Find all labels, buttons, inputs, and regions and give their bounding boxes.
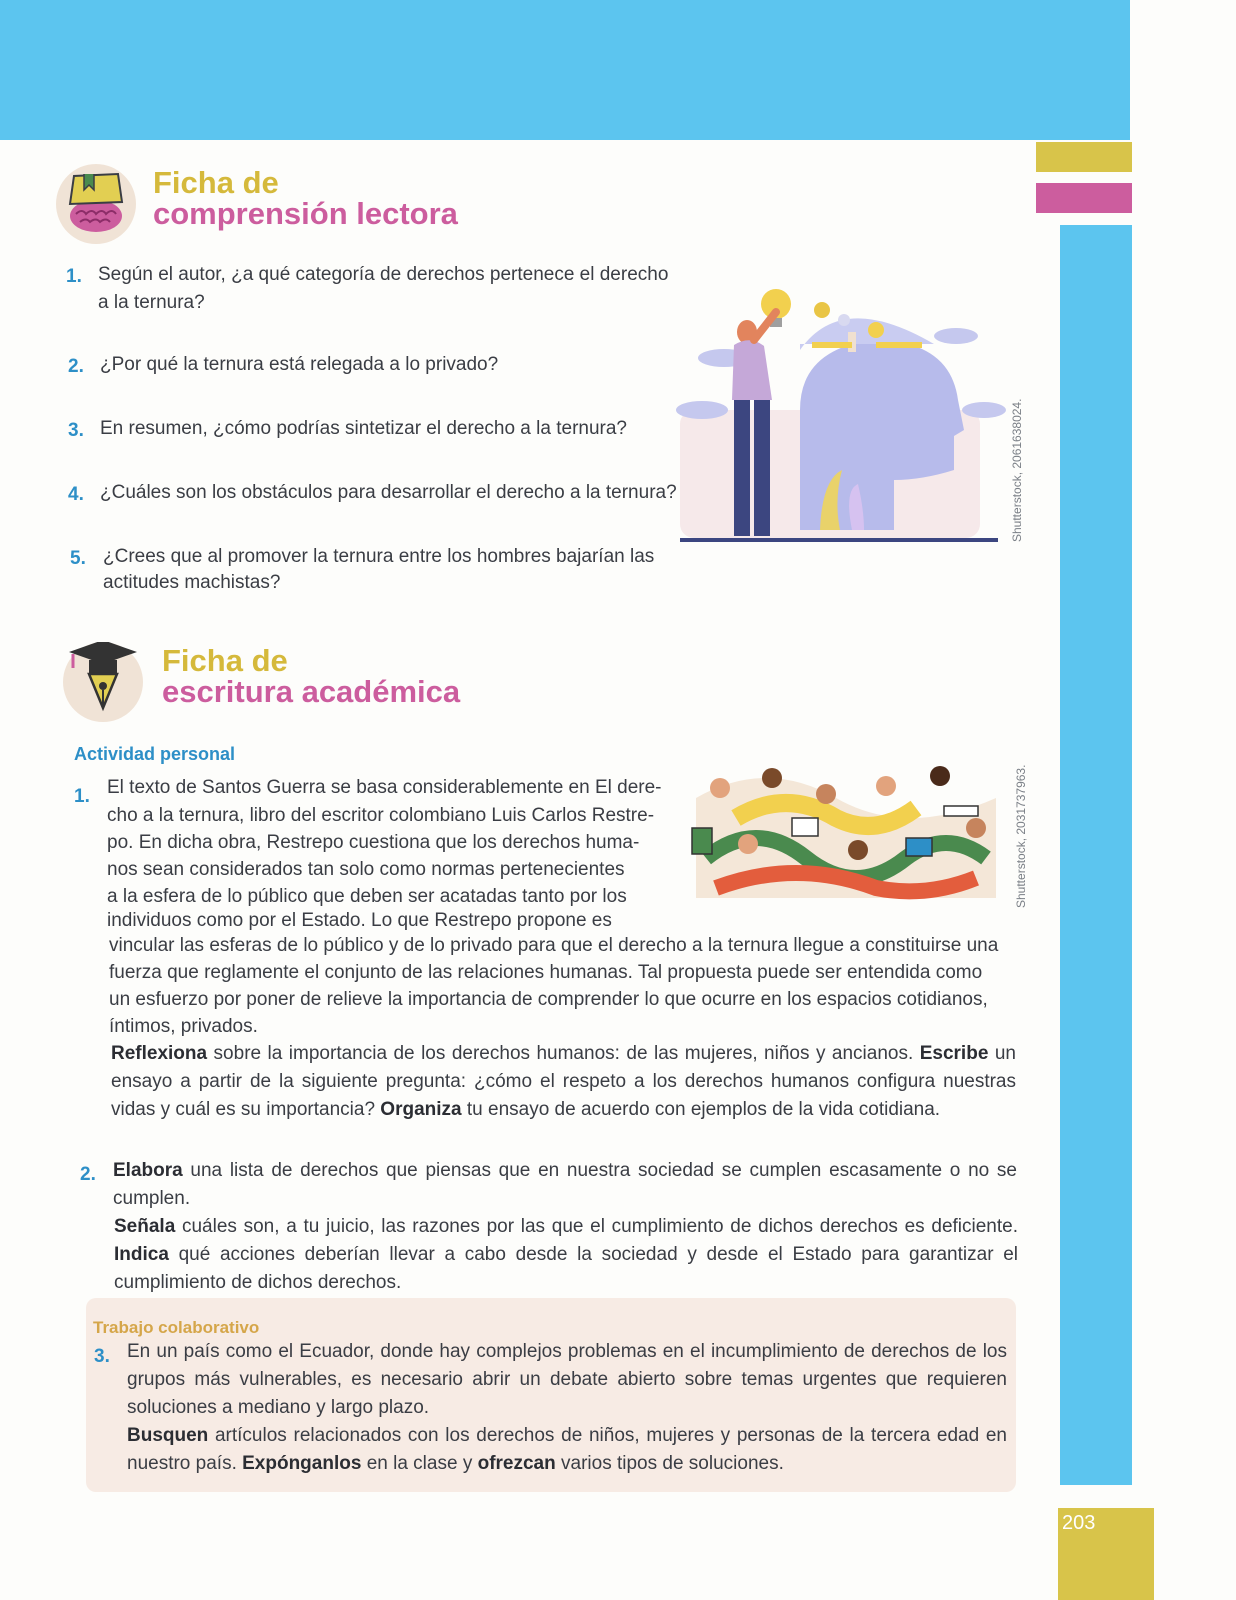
question-number: 2.: [68, 356, 84, 377]
right-color-strip: [1060, 225, 1132, 1485]
item-number: 1.: [74, 786, 90, 807]
action-word: Señala: [114, 1216, 176, 1237]
graduation-pen-icon: [63, 642, 143, 722]
text-line: un esfuerzo por poner de relieve la importancia de comprender lo que ocurre en los espacios cotidianos,: [109, 989, 988, 1010]
text-line: vincular las esferas de lo público y de lo privado para que el derecho a la ternura llegue a constituirse una: [109, 935, 999, 956]
collab-text: En un país como el Ecuador, donde hay complejos problemas en el incumplimiento de derechos de los grupos más vulnerables, es necesario abrir un debate abierto sobre temas urgentes que requieren soluciones a mediano y largo plazo.: [127, 1341, 1007, 1418]
action-word: Elabora: [113, 1160, 183, 1181]
text-line: fuerza que reglamente el conjunto de las relaciones humanas. Tal propuesta puede ser entendida como: [109, 962, 983, 983]
action-word: Indica: [114, 1244, 169, 1265]
question-text: En resumen, ¿cómo podrías sintetizar el derecho a la ternura?: [100, 418, 627, 439]
question-number: 4.: [68, 484, 84, 505]
image-credit: Shutterstock, 2061638024.: [1010, 398, 1024, 542]
text-line: po. En dicha obra, Restrepo cuestiona que los derechos huma-: [107, 832, 640, 853]
image-credit: Shutterstock, 2031737963.: [1014, 764, 1028, 908]
item-number: 2.: [80, 1164, 96, 1185]
people-reading-illustration: [676, 758, 1006, 913]
text-line: individuos como por el Estado. Lo que Restrepo propone es: [107, 910, 612, 931]
collaborative-title: Trabajo colaborativo: [93, 1318, 260, 1337]
item2-task: Señala cuáles son, a tu juicio, las razones por las que el cumplimiento de dichos derechos es deficiente. Indica qué acciones deberían llevar a cabo desde la sociedad y desde el Estado para garantizar el cumplimiento de dichos derechos.: [114, 1216, 1018, 1293]
collab-task: Busquen artículos relacionados con los derechos de niños, mujeres y personas de la tercera edad en nuestro país. Expónganlos en la clase y ofrezcan varios tipos de soluciones.: [127, 1425, 1007, 1474]
question-text: ¿Crees que al promover la ternura entre los hombres bajarían las: [103, 546, 655, 567]
escritura-title-line2: escritura académica: [162, 674, 461, 709]
head-ideas-illustration: [672, 280, 1022, 555]
question-number: 1.: [66, 266, 82, 287]
top-color-band: [0, 0, 1130, 140]
comprension-title-line1: Ficha de: [153, 165, 279, 200]
right-tab-pink: [1036, 183, 1132, 213]
action-word: Reflexiona: [111, 1043, 208, 1064]
item-number: 3.: [94, 1346, 110, 1367]
action-word: Organiza: [380, 1099, 462, 1120]
action-word: Escribe: [919, 1043, 989, 1064]
action-word: Expónganlos: [242, 1453, 362, 1474]
text-line: El texto de Santos Guerra se basa considerablemente en El dere-: [107, 777, 662, 798]
action-word: ofrezcan: [477, 1453, 556, 1474]
section-subtitle: Actividad personal: [74, 744, 236, 764]
action-word: Busquen: [127, 1425, 209, 1446]
text-line: cho a la ternura, libro del escritor colombiano Luis Carlos Restre-: [107, 805, 655, 826]
text-line: nos sean considerados tan solo como normas pertenecientes: [107, 859, 625, 880]
escritura-title-line1: Ficha de: [162, 643, 288, 678]
page-number: 203: [1062, 1512, 1096, 1534]
item2-text: Elabora una lista de derechos que piensas que en nuestra sociedad se cumplen escasamente o no se cumplen.: [113, 1160, 1017, 1209]
item1-task: Reflexiona sobre la importancia de los derechos humanos: de las mujeres, niños y ancianos. Escribe un ensayo a partir de la siguiente pregunta: ¿cómo el respeto a los derechos humanos configura nuestras vidas y cuál es su importancia? Organiza tu ensayo de acuerdo con ejemplos de la vida cotidiana.: [111, 1043, 1016, 1120]
question-text: actitudes machistas?: [103, 572, 281, 593]
comprension-title-line2: comprensión lectora: [153, 196, 458, 231]
question-text: ¿Por qué la ternura está relegada a lo privado?: [100, 354, 499, 375]
question-text: Según el autor, ¿a qué categoría de derechos pertenece el derecho: [98, 264, 669, 285]
brain-book-icon: [56, 164, 136, 244]
text-line: íntimos, privados.: [109, 1016, 258, 1037]
question-text: a la ternura?: [98, 292, 205, 313]
question-number: 5.: [70, 548, 86, 569]
question-text: ¿Cuáles son los obstáculos para desarrollar el derecho a la ternura?: [100, 482, 677, 503]
question-number: 3.: [68, 420, 84, 441]
text-line: a la esfera de lo público que deben ser acatadas tanto por los: [107, 886, 627, 907]
right-tab-yellow: [1036, 142, 1132, 172]
